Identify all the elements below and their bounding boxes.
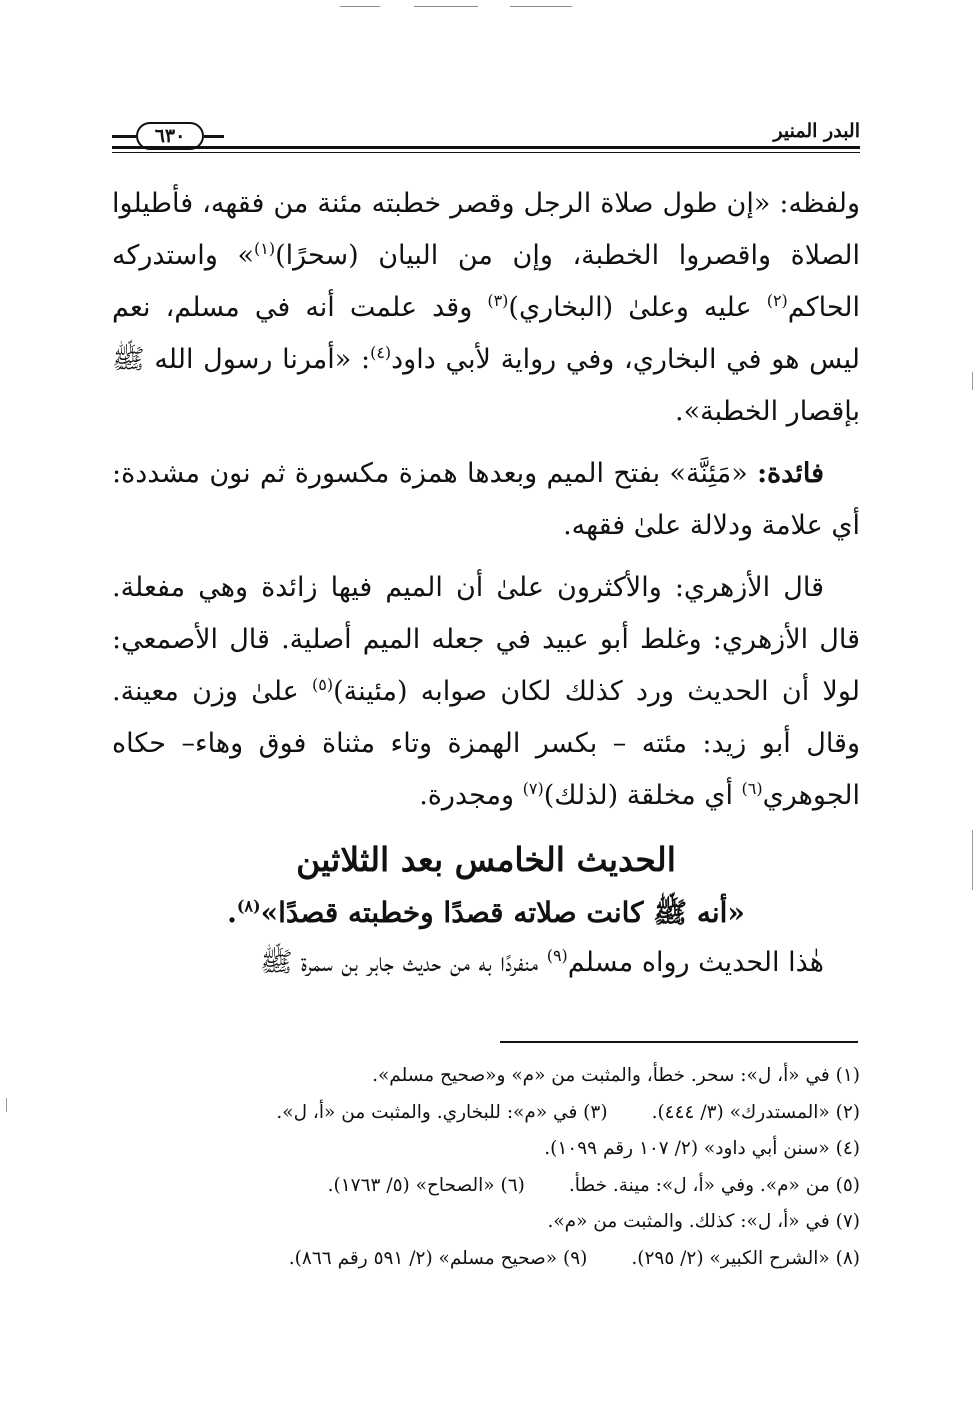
text-span: «مَئِنَّة» بفتح الميم وبعدها همزة مكسورة ثم نون مشددة: أي علامة ودلالة علىٰ فقهه. [112,458,860,541]
section-title: الحديث الخامس بعد الثلاثين [296,840,676,879]
header-rule [112,146,860,153]
footnote-item: (٤) «سنن أبي داود» (٢/ ١٠٧ رقم ١٠٩٩). [544,1138,860,1159]
text-span: علىٰ وزن معينة. وقال أبو زيد: مئته – بكسر الهمزة وتاء مثناة فوق وهاء– حكاه الجوهري [112,676,860,811]
text-span: : «أمرنا رسول الله ﷺ بإقصار الخطبة». [112,344,860,427]
text-span: عليه وعلىٰ (البخاري) [508,292,767,323]
text-span: قال الأزهري: والأكثرون علىٰ أن الميم فيها زائدة وهي مفعلة. قال الأزهري: وغلط أبو عبيد في جعله الميم أصلية. قال الأصمعي: لولا أن الحديث ورد كذلك لكان صوابه (مئينة) [112,572,860,707]
footnote-line [112,1058,860,1095]
footnote-ref: (٤) [370,343,392,362]
text-span: ولفظه: «إن طول صلاة الرجل وقصر خطبته مئنة من فقهه، فأطيلوا الصلاة واقصروا الخطبة، وإن من البيان (سحرًا) [112,188,860,271]
page-number [112,122,224,148]
text-span: . [227,896,237,929]
footnote-ref: (٥) [311,675,334,694]
text-span: وقد علمت أنه في مسلم، نعم ليس هو في البخاري، وفي رواية لأبي داود [112,292,860,375]
text-span: » واستدركه الحاكم [112,240,860,323]
section-paragraph [112,938,860,988]
footnote-line [112,1168,860,1205]
book-title: البدر المنير [773,120,860,142]
page-number-rule [204,135,224,138]
footnote-item: (٩) «صحيح مسلم» (٢/ ٥٩١ رقم ٨٦٦). [288,1247,588,1269]
scan-edge-mark [6,1098,7,1112]
paragraph [112,178,860,438]
footnote-line [112,1241,860,1278]
text-span: «أنه ﷺ كانت صلاته قصدًا وخطبته قصدًا» [260,896,745,929]
footnote-item: (١) في «أ، ل»: سحر. خطأ، والمثبت من «م» و«صحيح مسلم». [372,1065,860,1086]
footnote-item: (٧) في «أ، ل»: كذلك. والمثبت من «م». [547,1211,860,1232]
scan-top-marks [340,6,600,8]
footnote-item: (٥) من «م». وفي «أ، ل»: مينة. خطأ. [568,1174,860,1196]
footnote-line [112,1204,860,1241]
footnote-ref: (١) [253,239,276,258]
footnote-item: (٣) في «م»: للبخاري. والمثبت من «أ، ل». [276,1101,608,1123]
page-number-rule [112,135,136,138]
footnote-ref: (٧) [522,779,544,798]
hadith-text [112,888,860,938]
footnote-ref: (٢) [766,291,788,310]
hadith-section [112,832,860,988]
footnote-separator [500,1041,858,1043]
paragraph [112,448,860,552]
scan-edge-mark [972,372,973,390]
text-span: منفردًا به من حديث جابر بن سمرة ﷺ [259,947,547,978]
footnote-item: (٦) «الصحاح» (٥/ ١٧٦٣). [327,1174,525,1196]
footnote-ref: (٦) [741,779,763,798]
footnote-line [112,1131,860,1168]
footnote-item: (٨) «الشرح الكبير» (٢/ ٢٩٥). [631,1247,860,1269]
text-span: أي مخلقة (لذلك) [543,780,742,811]
scan-edge-mark [972,830,973,890]
footnote-ref: (٩) [546,946,568,965]
footnote-ref: (٨) [236,896,261,916]
page-number-frame: ٦٣٠ [136,122,204,150]
text-span: هٰذا الحديث رواه مسلم [567,947,824,978]
paragraph [112,562,860,822]
footnote-ref: (٣) [487,291,509,310]
footnotes [112,1058,860,1277]
text-span: ومجدرة. [419,780,523,811]
footnote-item: (٢) «المستدرك» (٣/ ٤٤٤). [651,1101,860,1123]
note-label: فائدة: [757,458,824,489]
main-text [112,178,860,832]
footnote-line [112,1095,860,1132]
